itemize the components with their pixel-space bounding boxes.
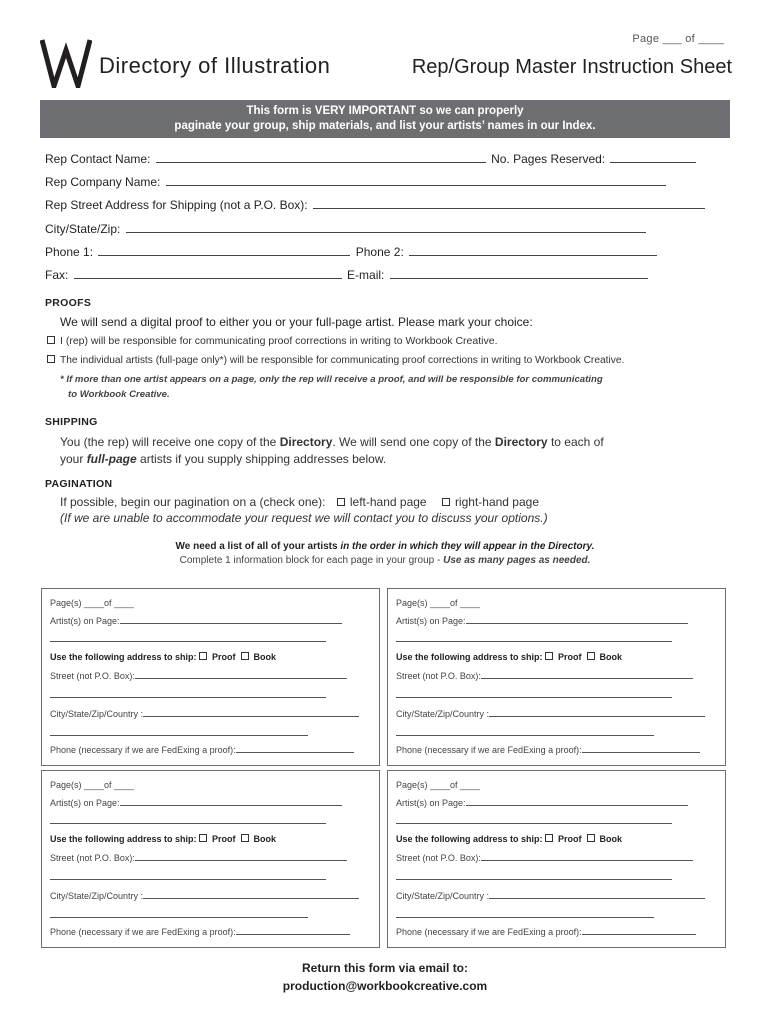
block-city-line-2: [396, 910, 654, 920]
block-use-address: Use the following address to ship:: [396, 834, 543, 844]
block-city-field[interactable]: [143, 709, 359, 717]
shipping-t5: artists if you supply shipping addresses below.: [136, 452, 387, 466]
block-book-checkbox[interactable]: [241, 652, 249, 660]
block-city-field-2[interactable]: [396, 728, 654, 736]
block-street-field[interactable]: [135, 671, 347, 679]
block-street-label: Street (not P.O. Box):: [396, 853, 481, 863]
proofs-note-2: to Workbook Creative.: [68, 389, 170, 400]
block-city-row: [396, 709, 705, 719]
block-proof-label: Proof: [558, 652, 582, 662]
left-hand-label: left-hand page: [349, 495, 427, 509]
shipping-t3: to each of: [547, 435, 604, 449]
city-state-zip-row: [45, 222, 648, 236]
block-street-line-2: [396, 690, 672, 700]
proof-option-artists-label: The individual artists (full-page only*) will be responsible for communicating proof corrections in writing to Workbook Creative.: [60, 355, 625, 366]
block-proof-checkbox[interactable]: [199, 652, 207, 660]
banner-line-2: paginate your group, ship materials, and list your artists’ names in our Index.: [174, 120, 596, 132]
block-city-line-2: [50, 910, 308, 920]
block-street-field-2[interactable]: [396, 690, 672, 698]
block-city-field-2[interactable]: [50, 910, 308, 918]
page-title: Rep/Group Master Instruction Sheet: [411, 56, 732, 78]
street-address-label: Rep Street Address for Shipping (not a P.O. Box):: [45, 198, 308, 212]
block-book-label: Book: [599, 652, 623, 662]
block-city-field-2[interactable]: [50, 728, 308, 736]
block-phone-label: Phone (necessary if we are FedExing a proof):: [50, 927, 236, 937]
shipping-text-1: [60, 435, 604, 449]
fax-row: [45, 268, 650, 282]
block-artists-row: [50, 616, 342, 626]
block-book-checkbox[interactable]: [587, 652, 595, 660]
block-city-row: [50, 891, 359, 901]
block-street-line-2: [50, 872, 326, 882]
block-phone-field[interactable]: [582, 745, 700, 753]
block-book-label: Book: [599, 834, 623, 844]
block-city-row: [50, 709, 359, 719]
block-street-label: Street (not P.O. Box):: [396, 671, 481, 681]
block-city-field[interactable]: [143, 891, 359, 899]
block-artists-field[interactable]: [466, 616, 688, 624]
block-phone-row: [50, 927, 350, 937]
block-street-field-2[interactable]: [396, 872, 672, 880]
shipping-directory-1: Directory: [279, 435, 333, 449]
shipping-t1: You (the rep) will receive one copy of the: [60, 435, 280, 449]
block-pages[interactable]: Page(s) ____of ____: [50, 780, 135, 790]
block-use-address: Use the following address to ship:: [50, 652, 197, 662]
city-state-zip-label: City/State/Zip:: [45, 222, 121, 236]
block-pages[interactable]: Page(s) ____of ____: [396, 780, 481, 790]
block-use-address: Use the following address to ship:: [50, 834, 197, 844]
block-street-label: Street (not P.O. Box):: [50, 671, 135, 681]
block-city-field-2[interactable]: [396, 910, 654, 918]
email-field[interactable]: [390, 268, 648, 279]
street-address-row: [45, 198, 707, 212]
right-hand-label: right-hand page: [454, 495, 540, 509]
logo-w-icon: [40, 38, 92, 88]
proof-artists-checkbox[interactable]: [47, 355, 55, 363]
artists-list-line-1: [0, 541, 770, 552]
block-artists-label: Artist(s) on Page:: [396, 616, 466, 626]
info-block: [387, 588, 726, 766]
block-city-label: City/State/Zip/Country :: [396, 709, 490, 719]
block-proof-checkbox[interactable]: [199, 834, 207, 842]
block-artists-line-2: [396, 816, 672, 826]
right-hand-checkbox[interactable]: [442, 498, 450, 506]
block-city-label: City/State/Zip/Country :: [396, 891, 490, 901]
proof-option-rep: [47, 335, 497, 347]
proof-option-artists: [47, 355, 624, 366]
artists-list-1a: We need a list of all of your artists: [175, 541, 341, 552]
page-indicator: Page ___ of ____: [632, 33, 724, 45]
block-city-field[interactable]: [489, 891, 705, 899]
street-address-field[interactable]: [313, 198, 705, 209]
block-artists-row: [50, 798, 342, 808]
block-artists-field[interactable]: [120, 616, 342, 624]
block-street-field[interactable]: [135, 853, 347, 861]
footer-return-text: Return this form via email to:: [301, 961, 469, 975]
pages-reserved-field[interactable]: [610, 152, 696, 163]
info-block: [41, 770, 380, 948]
block-street-row: [396, 853, 693, 863]
block-street-line-2: [396, 872, 672, 882]
phone-row: [45, 245, 659, 259]
block-phone-row: [396, 745, 700, 755]
block-artists-label: Artist(s) on Page:: [396, 798, 466, 808]
email-label: E-mail:: [347, 268, 385, 282]
block-artists-field-2[interactable]: [50, 816, 326, 824]
fax-field[interactable]: [74, 268, 342, 279]
block-phone-label: Phone (necessary if we are FedExing a proof):: [50, 745, 236, 755]
rep-company-row: [45, 175, 668, 189]
shipping-heading: SHIPPING: [45, 416, 98, 428]
block-pages[interactable]: Page(s) ____of ____: [396, 598, 481, 608]
shipping-t4: your: [60, 452, 87, 466]
pagination-heading: PAGINATION: [45, 478, 113, 490]
block-artists-field[interactable]: [120, 798, 342, 806]
block-street-row: [396, 671, 693, 681]
block-proof-label: Proof: [558, 834, 582, 844]
phone1-field[interactable]: [98, 245, 350, 256]
proofs-intro: We will send a digital proof to either you or your full-page artist. Please mark your choice:: [60, 315, 533, 329]
block-artists-label: Artist(s) on Page:: [50, 616, 120, 626]
artists-list-2a: Complete 1 information block for each page in your group -: [179, 555, 444, 566]
proof-option-rep-label: I (rep) will be responsible for communicating proof corrections in writing to Workbook Creative.: [60, 335, 498, 347]
artists-list-line-2: [0, 555, 770, 566]
block-street-field-2[interactable]: [50, 690, 326, 698]
block-proof-label: Proof: [212, 834, 236, 844]
left-hand-checkbox[interactable]: [337, 498, 345, 506]
block-artists-label: Artist(s) on Page:: [50, 798, 120, 808]
left-hand-option[interactable]: [337, 495, 427, 509]
pages-reserved-label: No. Pages Reserved:: [491, 152, 606, 166]
block-proof-label: Proof: [212, 652, 236, 662]
block-street-row: [50, 853, 347, 863]
footer-email-link[interactable]: production@workbookcreative.com: [282, 979, 488, 993]
block-pages[interactable]: Page(s) ____of ____: [50, 598, 135, 608]
block-artists-row: [396, 616, 688, 626]
proof-rep-checkbox[interactable]: [47, 336, 55, 344]
logo-text: Directory of Illustration: [99, 53, 331, 78]
phone1-label: Phone 1:: [45, 245, 94, 259]
block-phone-field[interactable]: [236, 745, 354, 753]
phone2-label: Phone 2:: [355, 245, 404, 259]
block-city-label: City/State/Zip/Country :: [50, 891, 144, 901]
block-artists-field-2[interactable]: [50, 634, 326, 642]
important-banner: [40, 100, 730, 138]
phone2-field[interactable]: [409, 245, 657, 256]
block-artists-row: [396, 798, 688, 808]
block-artists-field-2[interactable]: [396, 634, 672, 642]
block-city-field[interactable]: [489, 709, 705, 717]
block-book-checkbox[interactable]: [241, 834, 249, 842]
block-proof-checkbox[interactable]: [545, 834, 553, 842]
block-city-line-2: [396, 728, 654, 738]
block-street-field-2[interactable]: [50, 872, 326, 880]
info-block: [41, 588, 380, 766]
pagination-note: (If we are unable to accommodate your request we will contact you to discuss your options.): [60, 511, 548, 525]
block-book-label: Book: [253, 834, 277, 844]
block-city-label: City/State/Zip/Country :: [50, 709, 144, 719]
block-proof-checkbox[interactable]: [545, 652, 553, 660]
block-phone-field[interactable]: [582, 927, 696, 935]
shipping-full-page: full-page: [86, 452, 137, 466]
block-street-row: [50, 671, 347, 681]
proofs-heading: PROOFS: [45, 297, 92, 309]
block-phone-label: Phone (necessary if we are FedExing a proof):: [396, 745, 582, 755]
block-use-address: Use the following address to ship:: [396, 652, 543, 662]
pagination-instructions: If possible, begin our pagination on a (check one):: [60, 495, 326, 509]
block-street-line-2: [50, 690, 326, 700]
artists-list-2b: Use as many pages as needed.: [443, 555, 591, 566]
right-hand-option[interactable]: [442, 495, 539, 509]
shipping-directory-2: Directory: [494, 435, 548, 449]
city-state-zip-field[interactable]: [126, 222, 646, 233]
block-book-checkbox[interactable]: [587, 834, 595, 842]
block-ship-row: [396, 834, 622, 844]
block-city-line-2: [50, 728, 308, 738]
block-book-label: Book: [253, 652, 277, 662]
proofs-note-1: * If more than one artist appears on a page, only the rep will receive a proof, and will be responsible for communicating: [60, 374, 603, 385]
block-ship-row: [50, 834, 276, 844]
block-artists-line-2: [50, 816, 326, 826]
info-block: [387, 770, 726, 948]
rep-company-name-label: Rep Company Name:: [45, 175, 161, 189]
block-phone-row: [396, 927, 696, 937]
artists-list-1b: in the order in which they will appear in the Directory.: [340, 541, 595, 552]
block-artists-field[interactable]: [466, 798, 688, 806]
block-city-row: [396, 891, 705, 901]
fax-label: Fax:: [45, 268, 69, 282]
rep-company-name-field[interactable]: [166, 175, 666, 186]
rep-contact-name-field[interactable]: [156, 152, 486, 163]
rep-contact-row: [45, 152, 698, 166]
block-ship-row: [396, 652, 622, 662]
banner-line-1: This form is VERY IMPORTANT so we can properly: [246, 105, 524, 117]
block-street-label: Street (not P.O. Box):: [50, 853, 135, 863]
block-phone-field[interactable]: [236, 927, 350, 935]
block-phone-row: [50, 745, 354, 755]
shipping-text-2: [60, 452, 386, 466]
block-artists-line-2: [396, 634, 672, 644]
block-phone-label: Phone (necessary if we are FedExing a proof):: [396, 927, 582, 937]
block-street-field[interactable]: [481, 671, 693, 679]
block-ship-row: [50, 652, 276, 662]
block-artists-field-2[interactable]: [396, 816, 672, 824]
shipping-t2: . We will send one copy of the: [332, 435, 495, 449]
rep-contact-name-label: Rep Contact Name:: [45, 152, 151, 166]
pagination-choice-row: [60, 495, 539, 509]
block-artists-line-2: [50, 634, 326, 644]
block-street-field[interactable]: [481, 853, 693, 861]
